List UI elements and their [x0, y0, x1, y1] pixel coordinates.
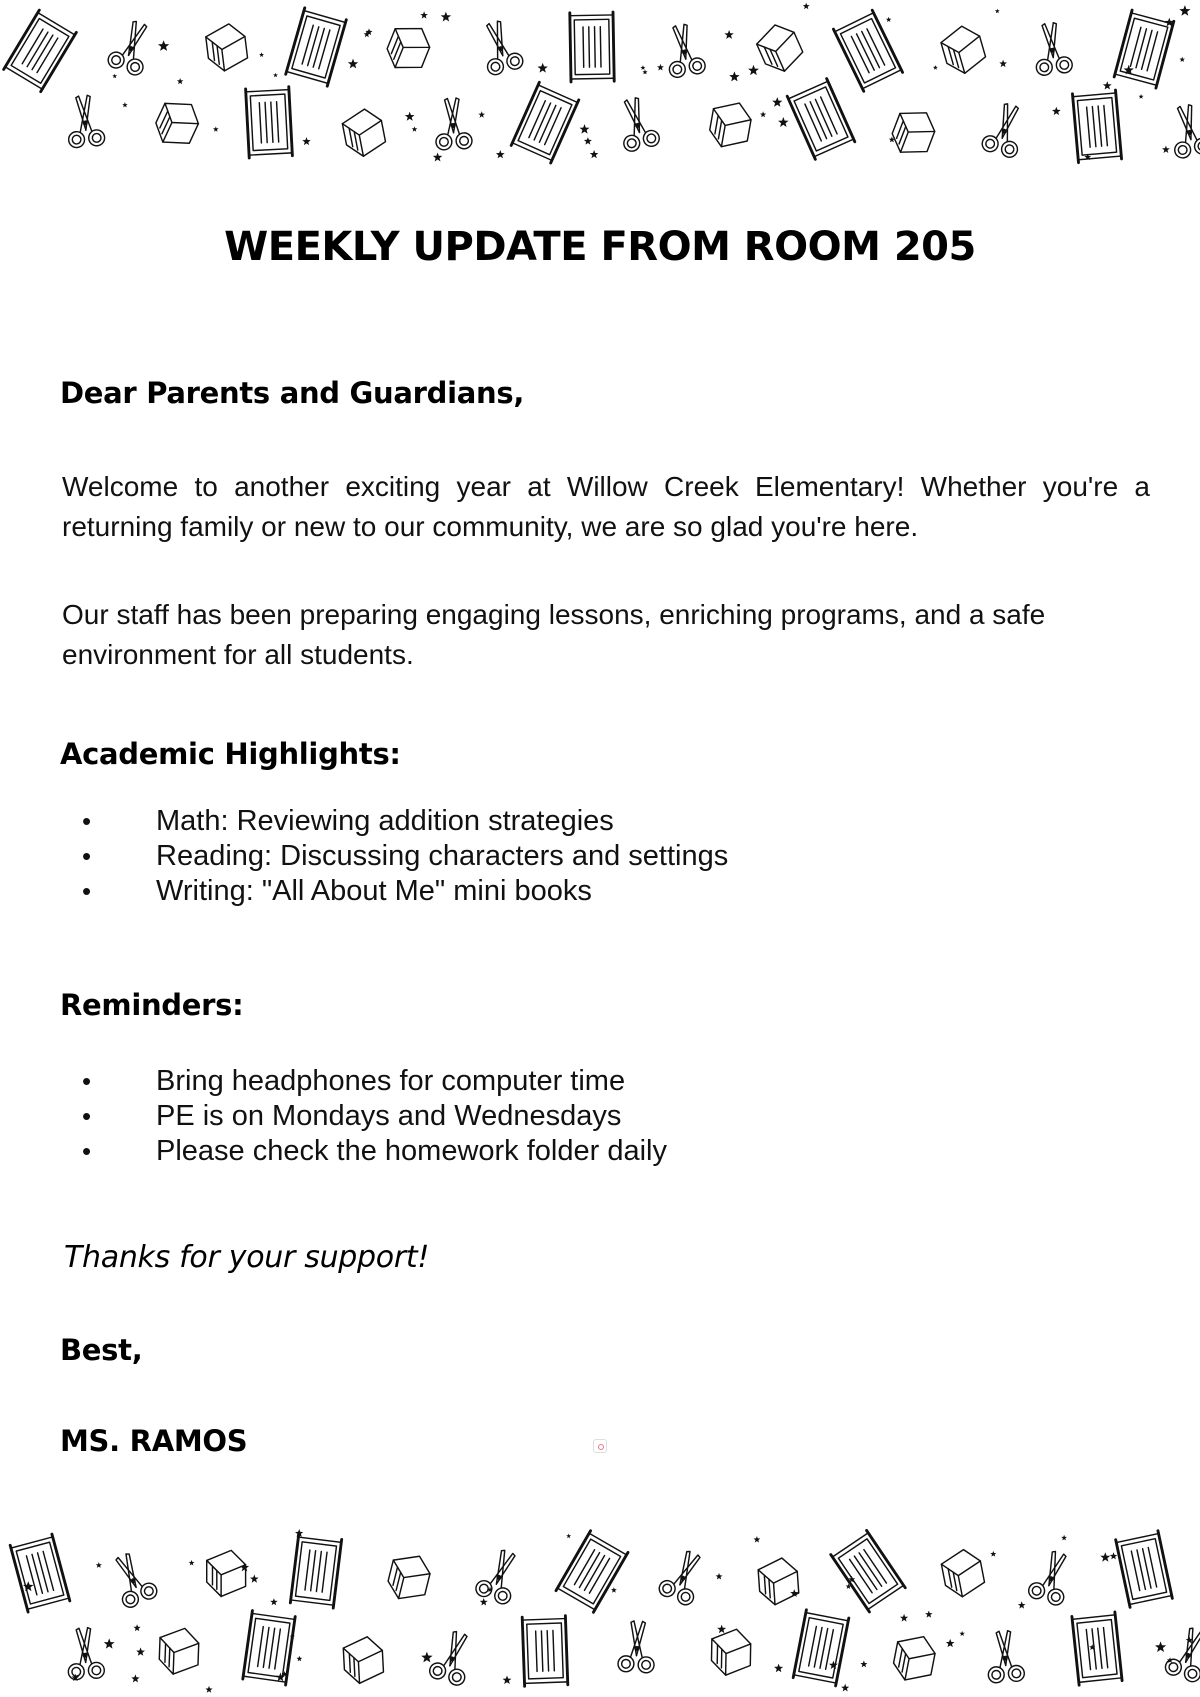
chalkboard-icon	[286, 8, 347, 86]
scissors-icon	[614, 95, 661, 153]
list-item-text: Bring headphones for computer time	[156, 1065, 626, 1097]
star-icon	[1103, 81, 1112, 89]
list-item	[80, 804, 728, 839]
star-icon	[213, 126, 219, 131]
welcome-paragraph: Welcome to another exciting year at Willow Creek Elementary! Whether you're a returning family or new to our community, we are so glad you're here.	[62, 471, 1150, 542]
list-item-text: Writing: "All About Me" mini books	[156, 875, 592, 907]
star-icon	[860, 1661, 867, 1668]
pencil-sharpener-icon	[891, 1632, 938, 1685]
star-icon	[946, 1639, 955, 1647]
scissors-icon	[980, 100, 1029, 159]
scissors-icon	[1027, 1547, 1077, 1607]
star-icon	[1162, 146, 1170, 153]
star-icon	[250, 1575, 259, 1583]
bottom-decorative-border	[0, 1527, 1200, 1697]
star-icon	[580, 124, 590, 134]
star-icon	[657, 64, 664, 71]
star-icon	[1061, 1535, 1067, 1541]
page-title: WEEKLY UPDATE FROM ROOM 205	[224, 224, 976, 270]
bullet-icon: •	[82, 806, 92, 836]
top-decorative-border	[0, 0, 1200, 170]
star-icon	[433, 153, 442, 162]
star-icon	[925, 1611, 933, 1618]
scissors-icon	[657, 1546, 711, 1607]
list-item-text: Math: Reviewing addition strategies	[156, 805, 614, 837]
scissors-icon	[662, 22, 706, 79]
star-icon	[112, 74, 117, 79]
list-item-text: Please check the homework folder daily	[156, 1135, 667, 1167]
scissors-icon	[106, 1548, 160, 1609]
star-icon	[717, 1625, 726, 1634]
bullet-icon: •	[82, 841, 92, 871]
scissors-icon	[434, 97, 473, 150]
chalkboard-icon	[1072, 90, 1121, 163]
star-icon	[412, 126, 418, 131]
scissors-icon	[1163, 1624, 1200, 1684]
star-icon	[240, 1563, 249, 1572]
scissors-icon	[65, 94, 105, 148]
pencil-sharpener-icon	[887, 104, 940, 161]
star-icon	[302, 137, 310, 145]
star-icon	[1052, 107, 1061, 115]
pencil-sharpener-icon	[343, 1636, 384, 1684]
star-icon	[441, 12, 451, 22]
small-marker-icon	[593, 1439, 607, 1453]
chalkboard-icon	[1072, 1612, 1122, 1685]
chalkboard-icon	[290, 1534, 341, 1608]
pencil-sharpener-icon	[159, 1628, 199, 1675]
pencil-sharpener-icon	[385, 1550, 434, 1604]
academic-highlights-list	[80, 804, 728, 909]
pencil-sharpener-icon	[938, 22, 988, 77]
star-icon	[774, 1664, 783, 1673]
star-icon	[270, 1598, 278, 1605]
star-icon	[886, 17, 892, 22]
star-icon	[566, 1534, 571, 1539]
chalkboard-icon	[556, 1531, 628, 1612]
signoff: Best,	[60, 1333, 143, 1367]
chalkboard-icon	[243, 1611, 295, 1685]
star-icon	[803, 3, 810, 10]
star-icon	[104, 1638, 115, 1648]
star-icon	[273, 73, 278, 78]
chalkboard-icon	[1116, 1531, 1173, 1608]
pencil-sharpener-icon	[753, 19, 807, 77]
star-icon	[640, 65, 645, 70]
greeting: Dear Parents and Guardians,	[60, 376, 525, 410]
star-icon	[480, 1598, 488, 1606]
school-supplies-pattern	[0, 0, 1200, 170]
star-icon	[960, 1631, 965, 1636]
star-icon	[122, 102, 128, 107]
chalkboard-icon	[511, 82, 579, 163]
star-icon	[134, 1624, 141, 1631]
star-icon	[503, 1676, 512, 1685]
star-icon	[348, 59, 358, 69]
chalkboard-icon	[246, 87, 293, 158]
star-icon	[1155, 1641, 1166, 1652]
star-icon	[754, 1536, 761, 1542]
pencil-sharpener-icon	[207, 1550, 246, 1596]
star-icon	[841, 1684, 849, 1692]
list-item	[80, 1064, 667, 1099]
signature: MS. RAMOS	[60, 1424, 248, 1458]
academic-highlights-heading: Academic Highlights:	[60, 737, 401, 771]
star-icon	[136, 1647, 145, 1655]
star-icon	[177, 78, 184, 84]
scissors-icon	[474, 1545, 526, 1606]
scissors-icon	[428, 1627, 478, 1687]
reminders-heading: Reminders:	[60, 988, 244, 1022]
star-icon	[1179, 5, 1190, 16]
star-icon	[778, 117, 789, 127]
staff-paragraph: Our staff has been preparing engaging lessons, enriching programs, and a safe environment for all students.	[62, 599, 1046, 670]
bullet-icon: •	[82, 876, 92, 906]
star-icon	[1110, 1552, 1118, 1559]
star-icon	[297, 1656, 303, 1662]
scissors-icon	[65, 1627, 104, 1681]
list-item-text: Reading: Discussing characters and settings	[156, 840, 729, 872]
star-icon	[478, 111, 485, 117]
chalkboard-icon	[831, 1530, 905, 1611]
star-icon	[990, 1551, 996, 1557]
star-icon	[716, 1573, 723, 1580]
star-icon	[933, 65, 938, 70]
chalkboard-icon	[570, 12, 614, 82]
star-icon	[772, 97, 782, 107]
pencil-sharpener-icon	[382, 19, 435, 76]
star-icon	[729, 71, 739, 81]
scissors-icon	[618, 1620, 657, 1673]
star-icon	[590, 150, 599, 158]
pencil-sharpener-icon	[707, 99, 753, 151]
list-item	[80, 839, 728, 874]
reminders-list	[80, 1064, 667, 1169]
chalkboard-icon	[793, 1610, 849, 1686]
chalkboard-icon	[522, 1616, 568, 1687]
bullet-icon: •	[82, 1101, 92, 1131]
star-icon	[1139, 94, 1144, 99]
star-icon	[405, 112, 415, 121]
star-icon	[538, 63, 548, 73]
star-icon	[584, 137, 592, 145]
star-icon	[420, 11, 428, 18]
bullet-icon: •	[82, 1066, 92, 1096]
list-item-text: PE is on Mondays and Wednesdays	[156, 1100, 622, 1132]
scissors-icon	[106, 17, 157, 77]
star-icon	[205, 1686, 212, 1693]
scissors-icon	[476, 17, 525, 76]
list-item	[80, 1099, 667, 1134]
scissors-icon	[1167, 102, 1200, 159]
star-icon	[611, 1587, 617, 1593]
scissors-icon	[985, 1630, 1024, 1684]
list-item	[80, 874, 728, 909]
scissors-icon	[1031, 21, 1073, 76]
star-icon	[421, 1652, 432, 1663]
thanks-line: Thanks for your support!	[64, 1240, 430, 1275]
pencil-sharpener-icon	[711, 1629, 751, 1676]
star-icon	[642, 70, 647, 75]
star-icon	[724, 30, 733, 39]
star-icon	[748, 65, 759, 75]
star-icon	[999, 60, 1007, 67]
star-icon	[189, 1560, 195, 1566]
star-icon	[158, 40, 169, 51]
star-icon	[760, 111, 766, 117]
pencil-sharpener-icon	[205, 22, 249, 72]
pencil-sharpener-icon	[757, 1557, 799, 1606]
school-supplies-pattern	[0, 1527, 1200, 1697]
list-item	[80, 1134, 667, 1169]
chalkboard-icon	[4, 10, 77, 91]
chalkboard-icon	[833, 10, 902, 91]
bullet-icon: •	[82, 1136, 92, 1166]
chalkboard-icon	[1114, 10, 1174, 88]
star-icon	[900, 1614, 908, 1622]
star-icon	[496, 150, 505, 158]
star-icon	[1179, 57, 1185, 62]
star-icon	[1100, 1552, 1110, 1562]
pencil-sharpener-icon	[340, 106, 387, 159]
chalkboard-icon	[10, 1534, 70, 1612]
pencil-sharpener-icon	[939, 1547, 986, 1600]
pencil-sharpener-icon	[150, 94, 205, 152]
chalkboard-icon	[787, 79, 855, 160]
star-icon	[1018, 1601, 1026, 1608]
star-icon	[96, 1562, 102, 1568]
star-icon	[131, 1674, 139, 1682]
star-icon	[995, 9, 1000, 14]
star-icon	[259, 52, 264, 57]
